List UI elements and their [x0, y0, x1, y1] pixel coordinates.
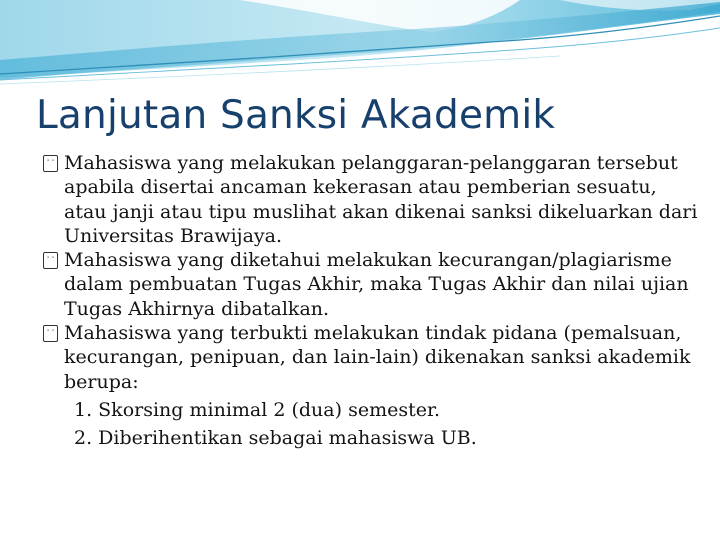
slide-body	[42, 151, 702, 451]
missing-glyph-icon: ⋅⋅	[43, 252, 58, 269]
sub-list-item: 2. Diberihentikan sebagai mahasiswa UB.	[74, 427, 477, 450]
bullet-item	[42, 321, 702, 394]
bullet-text: Mahasiswa yang diketahui melakukan kecurangan/plagiarisme dalam pembuatan Tugas Akhir, maka Tugas Akhir dan nilai ujian Tugas Akhirnya dibatalkan.	[64, 249, 689, 320]
bullet-text: Mahasiswa yang terbukti melakukan tindak pidana (pemalsuan, kecurangan, penipuan, dan lain-lain) dikenakan sanksi akademik berupa:	[64, 322, 691, 393]
missing-glyph-icon: ⋅⋅	[43, 325, 58, 342]
bullet-item	[42, 248, 702, 321]
header-wave-decoration	[0, 0, 720, 90]
slide-title: Lanjutan Sanksi Akademik	[36, 93, 556, 138]
missing-glyph-icon: ⋅⋅	[43, 155, 58, 172]
bullet-item	[42, 151, 702, 248]
bullet-text: Mahasiswa yang melakukan pelanggaran-pelanggaran tersebut apabila disertai ancaman kekerasan atau pemberian sesuatu, atau janji atau tipu muslihat akan dikenai sanksi dikeluarkan dari Universitas Brawijaya.	[64, 152, 698, 247]
sub-list-item: 1. Skorsing minimal 2 (dua) semester.	[74, 398, 440, 421]
